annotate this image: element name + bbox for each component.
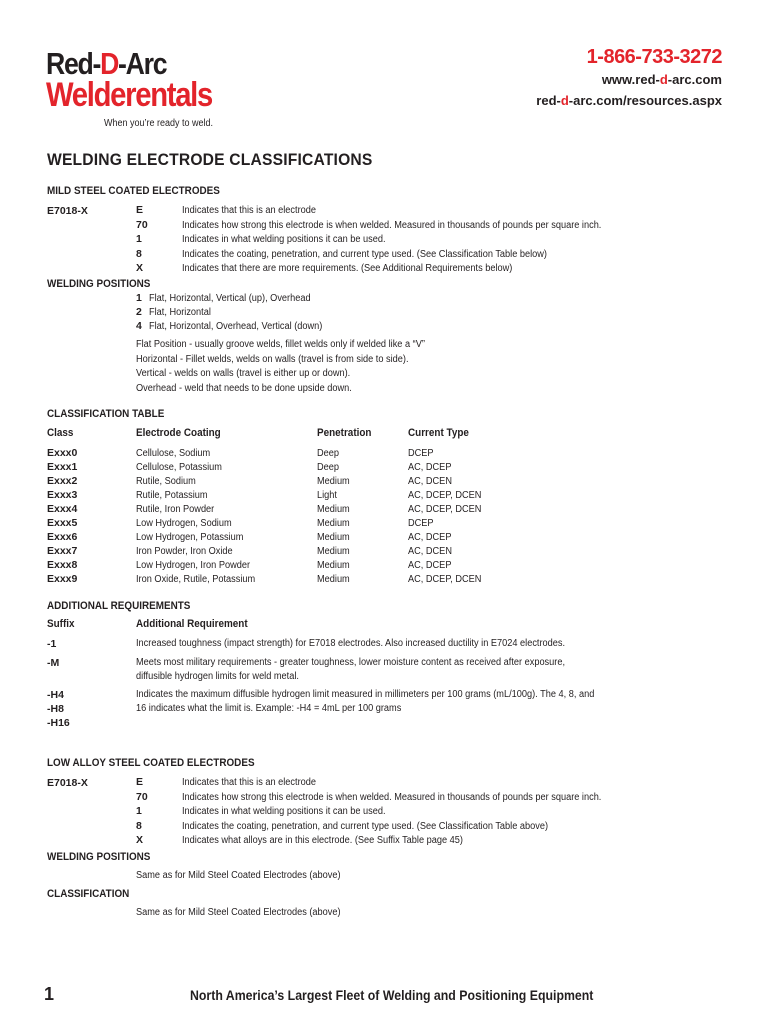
table-column-header: Penetration <box>317 427 372 439</box>
position-number: 1 <box>136 292 142 304</box>
low-alloy-code-breakdown <box>136 776 736 849</box>
low-alloy-row <box>136 776 736 791</box>
position-desc: Flat, Horizontal, Overhead, Vertical (down) <box>149 321 323 332</box>
table-row <box>47 531 707 545</box>
position-note <box>136 354 636 369</box>
suffix-m-desc-1: Meets most military requirements - greater toughness, lower moisture content as received after exposure, <box>136 657 566 668</box>
mild-desc: Indicates in what welding positions it can be used. <box>182 234 386 245</box>
low-alloy-key: E <box>136 776 144 788</box>
low-alloy-desc: Indicates how strong this electrode is when welded. Measured in thousands of pounds per square inch. <box>182 791 602 803</box>
table-cell: Deep <box>317 462 339 473</box>
logo-tagline: When you’re ready to weld. <box>104 118 214 129</box>
suffix-h-desc-2: 16 indicates what the limit is. Example: -H4 = 4mL per 100 grams <box>136 703 402 714</box>
mild-code-breakdown <box>136 204 736 277</box>
mild-key: 8 <box>136 247 142 260</box>
table-cell: Exxx5 <box>47 517 78 529</box>
position-note <box>136 368 636 383</box>
suffix-m-desc-2: diffusible hydrogen limits for weld metal. <box>136 671 299 682</box>
table-cell: Exxx0 <box>47 447 78 459</box>
resources-pre: red- <box>536 93 561 108</box>
table-cell: AC, DCEN <box>408 476 452 487</box>
low-alloy-key: 8 <box>136 819 142 832</box>
low-alloy-desc: Indicates that this is an electrode <box>182 777 316 788</box>
low-alloy-row <box>136 834 736 849</box>
positions-notes <box>136 339 636 397</box>
position-note-text: Flat Position - usually groove welds, fillet welds only if welded like a “V” <box>136 339 425 350</box>
mild-desc: Indicates the coating, penetration, and current type used. (See Classification Table below) <box>182 248 547 260</box>
table-cell: Exxx8 <box>47 559 78 571</box>
mild-row <box>136 204 736 219</box>
mild-key: 70 <box>136 218 148 231</box>
positions-heading: WELDING POSITIONS <box>47 278 151 290</box>
table-cell: Iron Powder, Iron Oxide <box>136 546 233 557</box>
table-cell: Low Hydrogen, Iron Powder <box>136 560 251 571</box>
mild-desc: Indicates how strong this electrode is when welded. Measured in thousands of pounds per square inch. <box>182 219 602 231</box>
table-row <box>47 545 707 559</box>
table-cell: Exxx6 <box>47 531 78 543</box>
position-desc: Flat, Horizontal, Vertical (up), Overhead <box>149 293 311 304</box>
table-row <box>47 489 707 503</box>
logo-wordmark-top <box>46 48 166 79</box>
mild-row <box>136 219 736 234</box>
phone-number[interactable]: 1-866-733-3272 <box>586 46 722 68</box>
suffix-h8: -H8 <box>47 703 64 715</box>
additional-requirements-heading: ADDITIONAL REQUIREMENTS <box>47 600 191 612</box>
table-cell: AC, DCEP, DCEN <box>408 490 482 501</box>
mild-row <box>136 248 736 263</box>
logo-part1: Red- <box>46 46 101 81</box>
position-note <box>136 383 636 398</box>
requirement-column-header: Additional Requirement <box>136 618 248 630</box>
table-cell: AC, DCEP <box>408 560 452 571</box>
table-row <box>47 447 707 461</box>
low-alloy-row <box>136 805 736 820</box>
table-cell: Exxx4 <box>47 503 78 515</box>
table-row <box>47 517 707 531</box>
low-alloy-key: 70 <box>136 790 148 803</box>
table-cell: Medium <box>317 476 350 487</box>
suffix-m: -M <box>47 657 60 669</box>
table-cell: Low Hydrogen, Sodium <box>136 518 232 529</box>
table-row <box>47 559 707 573</box>
low-alloy-row <box>136 791 736 806</box>
table-cell: Medium <box>317 504 350 515</box>
mild-desc: Indicates that this is an electrode <box>182 205 316 216</box>
mild-steel-heading: MILD STEEL COATED ELECTRODES <box>47 185 220 197</box>
table-cell: AC, DCEP, DCEN <box>408 504 482 515</box>
low-alloy-desc: Indicates in what welding positions it can be used. <box>182 806 386 817</box>
position-item <box>136 320 636 334</box>
position-note-text: Overhead - weld that needs to be done upside down. <box>136 382 352 394</box>
resources-link[interactable] <box>536 93 722 108</box>
suffix-column-header: Suffix <box>47 618 75 630</box>
classification-table-heading: CLASSIFICATION TABLE <box>47 408 165 420</box>
suffix-1: -1 <box>47 638 57 650</box>
position-note-text: Horizontal - Fillet welds, welds on walls (travel is from side to side). <box>136 353 409 365</box>
mild-row <box>136 262 736 277</box>
low-alloy-key: 1 <box>136 805 142 817</box>
suffix-h4: -H4 <box>47 689 64 701</box>
table-cell: Cellulose, Potassium <box>136 462 222 473</box>
table-cell: Low Hydrogen, Potassium <box>136 532 244 543</box>
table-cell: Cellulose, Sodium <box>136 448 211 459</box>
mild-key: E <box>136 204 144 216</box>
mild-desc: Indicates that there are more requirements. (See Additional Requirements below) <box>182 263 513 274</box>
table-cell: Rutile, Sodium <box>136 476 196 487</box>
table-cell: AC, DCEN <box>408 546 452 557</box>
page-title: WELDING ELECTRODE CLASSIFICATIONS <box>47 150 373 169</box>
table-cell: DCEP <box>408 448 434 459</box>
position-number: 4 <box>136 320 142 332</box>
low-alloy-classification-heading: CLASSIFICATION <box>47 888 130 900</box>
mild-key: X <box>136 262 144 274</box>
table-cell: Medium <box>317 546 350 557</box>
table-cell: Exxx2 <box>47 475 78 487</box>
table-cell: Iron Oxide, Rutile, Potassium <box>136 574 256 585</box>
low-alloy-desc: Indicates the coating, penetration, and current type used. (See Classification Table above) <box>182 820 549 832</box>
position-note-text: Vertical - welds on walls (travel is either up or down). <box>136 368 351 379</box>
low-alloy-positions-heading: WELDING POSITIONS <box>47 851 151 863</box>
page-number: 1 <box>44 984 55 1004</box>
table-cell: Medium <box>317 574 350 585</box>
position-number: 2 <box>136 306 142 318</box>
table-row <box>47 503 707 517</box>
website-link[interactable] <box>602 72 722 87</box>
low-alloy-code: E7018-X <box>47 777 88 789</box>
table-column-header: Current Type <box>408 427 469 439</box>
website-d: d <box>659 72 668 87</box>
classification-table <box>47 427 707 587</box>
low-alloy-key: X <box>136 834 144 846</box>
table-row <box>47 461 707 475</box>
table-cell: DCEP <box>408 518 434 529</box>
table-cell: Rutile, Iron Powder <box>136 504 215 515</box>
low-alloy-heading: LOW ALLOY STEEL COATED ELECTRODES <box>47 757 255 769</box>
positions-list <box>136 292 636 334</box>
table-cell: Deep <box>317 448 339 459</box>
table-cell: Medium <box>317 532 350 543</box>
website-post: -arc.com <box>667 72 722 87</box>
table-cell: Exxx9 <box>47 573 78 585</box>
position-item <box>136 292 636 306</box>
table-column-header: Electrode Coating <box>136 427 221 439</box>
low-alloy-desc: Indicates what alloys are in this electrode. (See Suffix Table page 45) <box>182 835 463 846</box>
position-note <box>136 339 636 354</box>
low-alloy-row <box>136 820 736 835</box>
website-pre: www.red- <box>601 72 660 87</box>
table-column-header: Class <box>47 427 74 439</box>
table-row <box>47 573 707 587</box>
table-cell: AC, DCEP <box>408 532 452 543</box>
suffix-h-desc-1: Indicates the maximum diffusible hydrogen limit measured in millimeters per 100 grams (mL/100g). The 4, 8, and <box>136 689 595 700</box>
table-cell: Medium <box>317 560 350 571</box>
mild-code: E7018-X <box>47 205 88 217</box>
table-cell: AC, DCEP, DCEN <box>408 574 482 585</box>
position-desc: Flat, Horizontal <box>149 307 211 318</box>
suffix-1-desc: Increased toughness (impact strength) for E7018 electrodes. Also increased ductility in E7024 electrodes. <box>136 638 566 649</box>
logo-wordmark-bottom: Welderentals <box>46 76 212 114</box>
suffix-h16: -H16 <box>47 717 70 729</box>
logo-part2: D <box>100 46 119 81</box>
table-cell: Light <box>317 490 337 501</box>
logo-part3: -Arc <box>118 46 167 81</box>
table-cell: Exxx1 <box>47 461 78 473</box>
table-row <box>47 475 707 489</box>
table-cell: Medium <box>317 518 350 529</box>
resources-d: d <box>560 93 569 108</box>
mild-row <box>136 233 736 248</box>
table-cell: Exxx3 <box>47 489 78 501</box>
table-cell: Rutile, Potassium <box>136 490 208 501</box>
table-cell: Exxx7 <box>47 545 78 557</box>
low-alloy-positions-text: Same as for Mild Steel Coated Electrodes (above) <box>136 870 341 881</box>
position-item <box>136 306 636 320</box>
mild-key: 1 <box>136 233 142 245</box>
classification-table-header <box>47 427 707 447</box>
table-cell: AC, DCEP <box>408 462 452 473</box>
low-alloy-classification-text: Same as for Mild Steel Coated Electrodes (above) <box>136 907 341 918</box>
footer-slogan: North America’s Largest Fleet of Welding and Positioning Equipment <box>190 987 594 1003</box>
resources-post: -arc.com/resources.aspx <box>568 93 722 108</box>
